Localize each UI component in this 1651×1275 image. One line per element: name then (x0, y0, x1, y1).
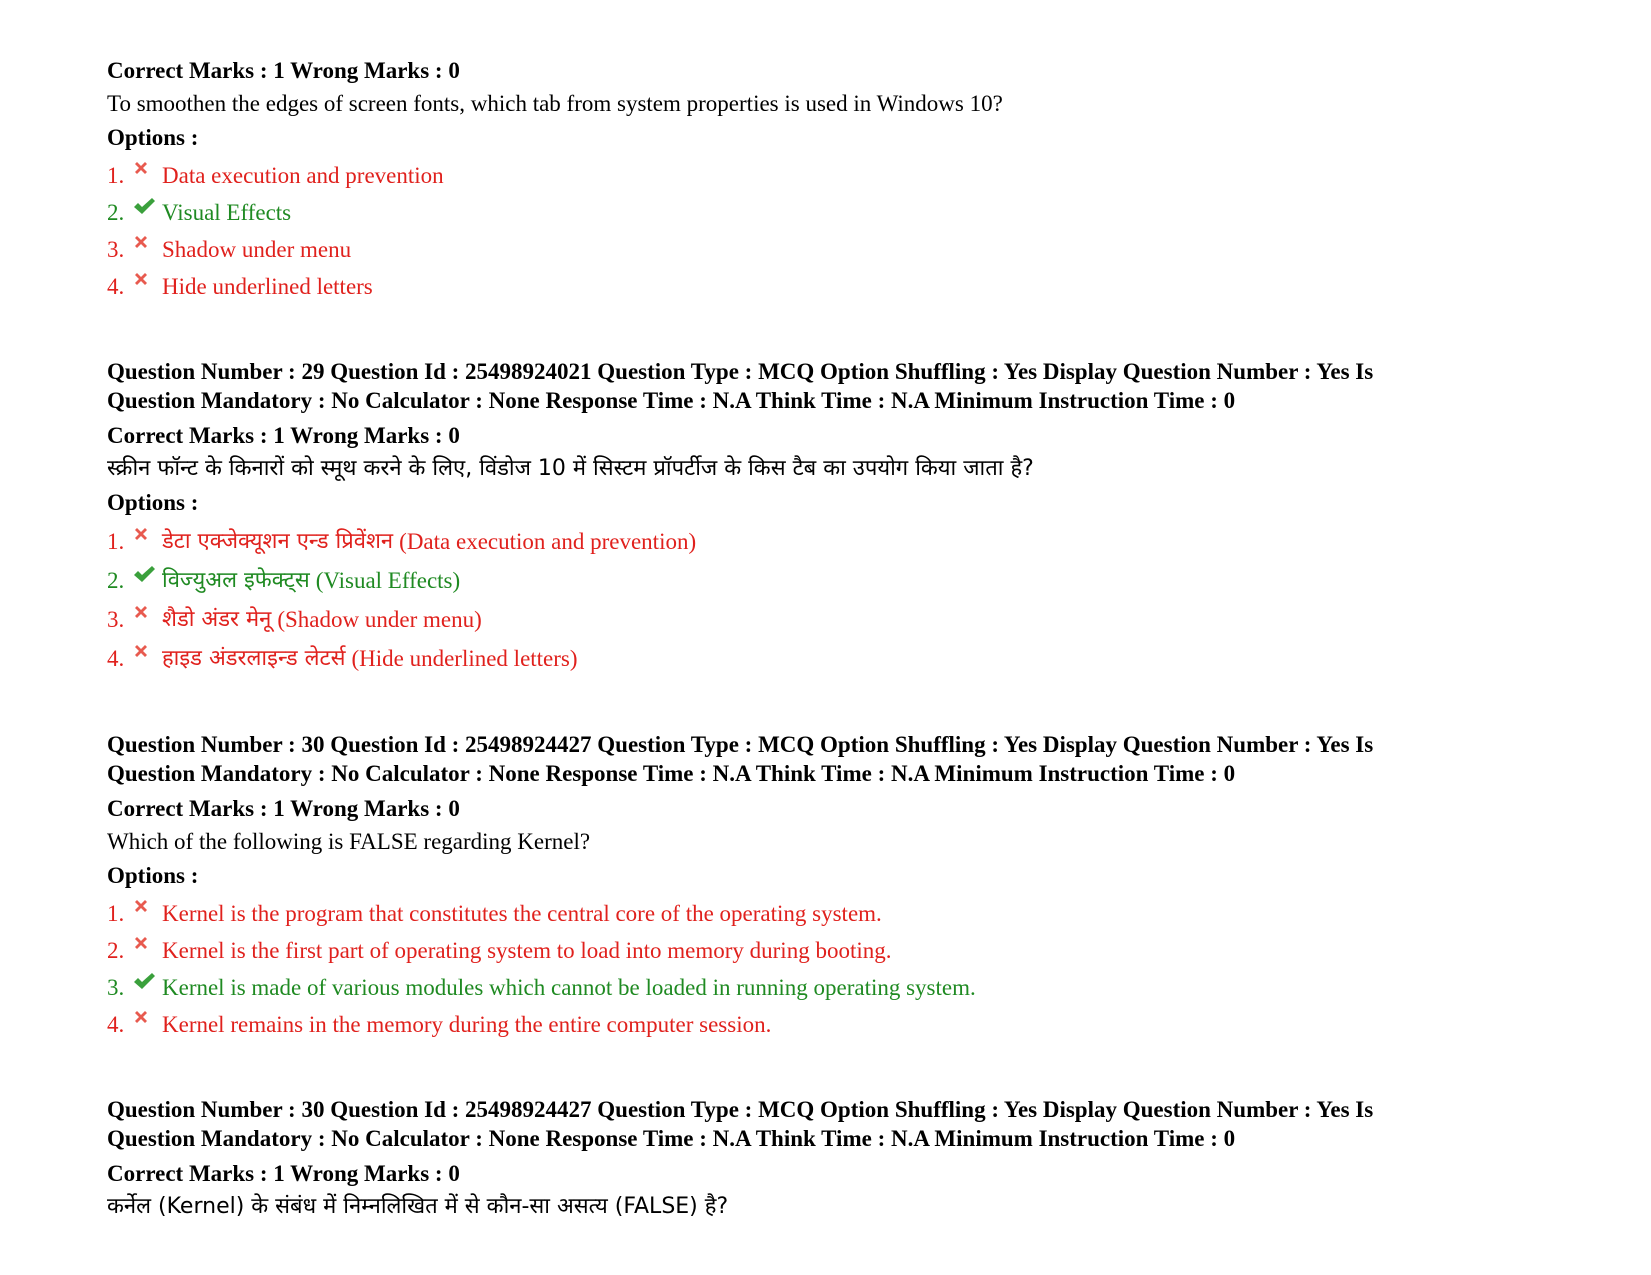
question-meta-line-2: Question Mandatory : No Calculator : None Response Time : N.A Think Time : N.A Minimum Instruction Time : 0 (107, 761, 1236, 786)
option-text-english: (Visual Effects) (315, 567, 461, 593)
option-3 (107, 600, 1547, 639)
marks-line: Correct Marks : 1 Wrong Marks : 0 (107, 1161, 460, 1186)
cross-icon (132, 936, 162, 966)
options-label: Options : (107, 490, 199, 515)
option-4 (107, 268, 1547, 305)
marks-line: Correct Marks : 1 Wrong Marks : 0 (107, 423, 460, 448)
check-icon (132, 566, 162, 596)
option-number: 4. (107, 273, 125, 299)
option-2 (107, 561, 1547, 600)
check-icon (132, 973, 162, 1003)
cross-icon (132, 235, 162, 265)
option-number: 1. (107, 528, 125, 554)
question-text: To smoothen the edges of screen fonts, which tab from system properties is used in Windows 10? (107, 91, 1003, 116)
question-30 (107, 730, 1547, 1043)
option-text-english: (Shadow under menu) (277, 606, 482, 632)
question-30-hindi (107, 1095, 1547, 1222)
option-1 (107, 157, 1547, 194)
question-meta-line-2: Question Mandatory : No Calculator : None Response Time : N.A Think Time : N.A Minimum Instruction Time : 0 (107, 388, 1236, 413)
option-text-hindi: विज्युअल इफेक्ट्स (162, 567, 310, 593)
option-text: Kernel is the first part of operating system to load into memory during booting. (162, 937, 892, 963)
cross-icon (132, 605, 162, 635)
option-3 (107, 969, 1547, 1006)
options-label: Options : (107, 125, 199, 150)
question-paper (107, 56, 1547, 1274)
question-29 (107, 357, 1547, 678)
options-label: Options : (107, 863, 199, 888)
option-number: 1. (107, 162, 125, 188)
question-meta-line-1: Question Number : 30 Question Id : 25498924427 Question Type : MCQ Option Shuffling : Yes Display Question Number : Yes Is (107, 1097, 1374, 1122)
option-number: 4. (107, 645, 125, 671)
cross-icon (132, 161, 162, 191)
option-text: Kernel remains in the memory during the entire computer session. (162, 1011, 772, 1037)
cross-icon (132, 899, 162, 929)
option-number: 2. (107, 567, 125, 593)
option-number: 3. (107, 974, 125, 1000)
option-number: 3. (107, 236, 125, 262)
option-text-hindi: हाइड अंडरलाइन्ड लेटर्स (162, 645, 346, 671)
option-number: 1. (107, 900, 125, 926)
question-meta-line-2: Question Mandatory : No Calculator : None Response Time : N.A Think Time : N.A Minimum Instruction Time : 0 (107, 1126, 1236, 1151)
cross-icon (132, 527, 162, 557)
question-28 (107, 56, 1547, 305)
option-2 (107, 932, 1547, 969)
marks-line: Correct Marks : 1 Wrong Marks : 0 (107, 796, 460, 821)
question-text: स्क्रीन फॉन्ट के किनारों को स्मूथ करने के लिए, विंडोज 10 में सिस्टम प्रॉपर्टीज के किस टैब का उपयोग किया जाता है? (107, 456, 1034, 481)
cross-icon (132, 1010, 162, 1040)
option-text: Kernel is the program that constitutes the central core of the operating system. (162, 900, 882, 926)
option-1 (107, 895, 1547, 932)
option-4 (107, 639, 1547, 678)
question-meta-line-1: Question Number : 30 Question Id : 25498924427 Question Type : MCQ Option Shuffling : Yes Display Question Number : Yes Is (107, 732, 1374, 757)
option-text: Hide underlined letters (162, 273, 373, 299)
question-text: कर्नेल (Kernel) के संबंध में निम्नलिखित में से कौन-सा असत्य (FALSE) है? (107, 1194, 729, 1219)
marks-line: Correct Marks : 1 Wrong Marks : 0 (107, 58, 460, 83)
cross-icon (132, 644, 162, 674)
question-text: Which of the following is FALSE regarding Kernel? (107, 829, 591, 854)
cross-icon (132, 272, 162, 302)
option-number: 2. (107, 199, 125, 225)
option-number: 4. (107, 1011, 125, 1037)
option-number: 3. (107, 606, 125, 632)
option-4 (107, 1006, 1547, 1043)
question-meta-line-1: Question Number : 29 Question Id : 25498924021 Question Type : MCQ Option Shuffling : Yes Display Question Number : Yes Is (107, 359, 1374, 384)
option-3 (107, 231, 1547, 268)
option-text-english: (Data execution and prevention) (399, 528, 697, 554)
check-icon (132, 198, 162, 228)
option-text-hindi: शैडो अंडर मेनू (162, 606, 272, 632)
option-text-english: (Hide underlined letters) (351, 645, 578, 671)
option-text: Visual Effects (162, 199, 292, 225)
option-text: Data execution and prevention (162, 162, 444, 188)
option-1 (107, 522, 1547, 561)
option-text-hindi: डेटा एक्जेक्यूशन एन्ड प्रिवेंशन (162, 528, 394, 554)
option-text: Kernel is made of various modules which cannot be loaded in running operating system. (162, 974, 976, 1000)
option-2 (107, 194, 1547, 231)
option-number: 2. (107, 937, 125, 963)
option-text: Shadow under menu (162, 236, 352, 262)
